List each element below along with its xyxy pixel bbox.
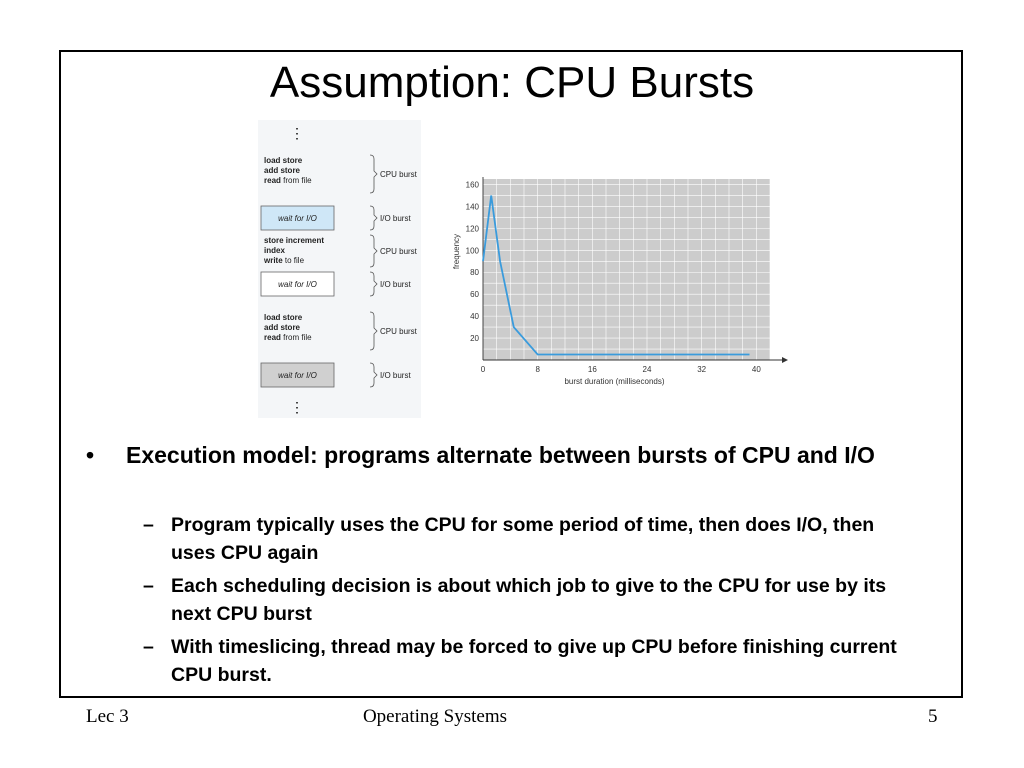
y-tick-label: 140 bbox=[465, 202, 479, 212]
x-axis-label: burst duration (milliseconds) bbox=[564, 377, 665, 386]
y-axis-label: frequency bbox=[452, 233, 461, 270]
x-tick-label: 32 bbox=[697, 365, 707, 374]
slide-title: Assumption: CPU Bursts bbox=[269, 58, 755, 107]
burst-label: CPU burst bbox=[380, 327, 417, 336]
sub-bullet-text-1: Program typically uses the CPU for some period of time, then does I/O, then uses CPU again bbox=[171, 514, 875, 564]
sub-bullet-text-3: With timeslicing, thread may be forced to give up CPU before finishing current CPU burst. bbox=[171, 636, 897, 686]
burst-label: I/O burst bbox=[380, 280, 411, 289]
io-wait-text: wait for I/O bbox=[278, 371, 317, 380]
dash-1: – bbox=[143, 514, 154, 536]
ellipsis-bottom: ⋮ bbox=[290, 399, 304, 415]
instruction-line: read from file bbox=[264, 333, 312, 342]
footer-lecture: Lec 3 bbox=[86, 706, 129, 727]
instruction-line: add store bbox=[264, 323, 301, 332]
x-axis-arrow bbox=[782, 357, 788, 363]
io-wait-text: wait for I/O bbox=[278, 280, 317, 289]
x-tick-label: 40 bbox=[751, 365, 761, 374]
instruction-line: load store bbox=[264, 156, 303, 165]
burst-histogram bbox=[452, 177, 788, 386]
instruction-line: add store bbox=[264, 166, 301, 175]
y-tick-label: 40 bbox=[470, 312, 479, 322]
footer-course: Operating Systems bbox=[362, 706, 508, 727]
main-bullet-text: Execution model: programs alternate between bursts of CPU and I/O bbox=[126, 442, 875, 468]
y-tick-label: 120 bbox=[465, 224, 479, 234]
dash-3: – bbox=[143, 636, 154, 658]
y-tick-label: 80 bbox=[470, 268, 479, 278]
burst-label: I/O burst bbox=[380, 214, 411, 223]
x-tick-label: 0 bbox=[480, 365, 486, 374]
instruction-line: index bbox=[264, 246, 285, 255]
instruction-line: store increment bbox=[264, 236, 325, 245]
burst-label: CPU burst bbox=[380, 247, 417, 256]
y-tick-label: 100 bbox=[465, 246, 479, 256]
bullet-dot: • bbox=[86, 442, 95, 468]
instruction-line: read from file bbox=[264, 176, 312, 185]
y-tick-label: 20 bbox=[470, 334, 479, 344]
dash-2: – bbox=[143, 575, 154, 597]
x-tick-label: 8 bbox=[535, 365, 540, 374]
sub-bullet-text-2: Each scheduling decision is about which job to give to the CPU for use by its next CPU burst bbox=[171, 575, 887, 625]
y-tick-label: 60 bbox=[470, 290, 479, 300]
footer-page-number: 5 bbox=[928, 706, 938, 727]
x-tick-label: 16 bbox=[587, 365, 597, 374]
x-tick-label: 24 bbox=[642, 365, 652, 374]
burst-label: CPU burst bbox=[380, 170, 417, 179]
ellipsis-top: ⋮ bbox=[290, 125, 304, 141]
io-wait-text: wait for I/O bbox=[278, 214, 317, 223]
burst-label: I/O burst bbox=[380, 371, 411, 380]
instruction-line: write to file bbox=[264, 256, 305, 265]
instruction-line: load store bbox=[264, 313, 303, 322]
y-tick-label: 160 bbox=[465, 180, 479, 190]
